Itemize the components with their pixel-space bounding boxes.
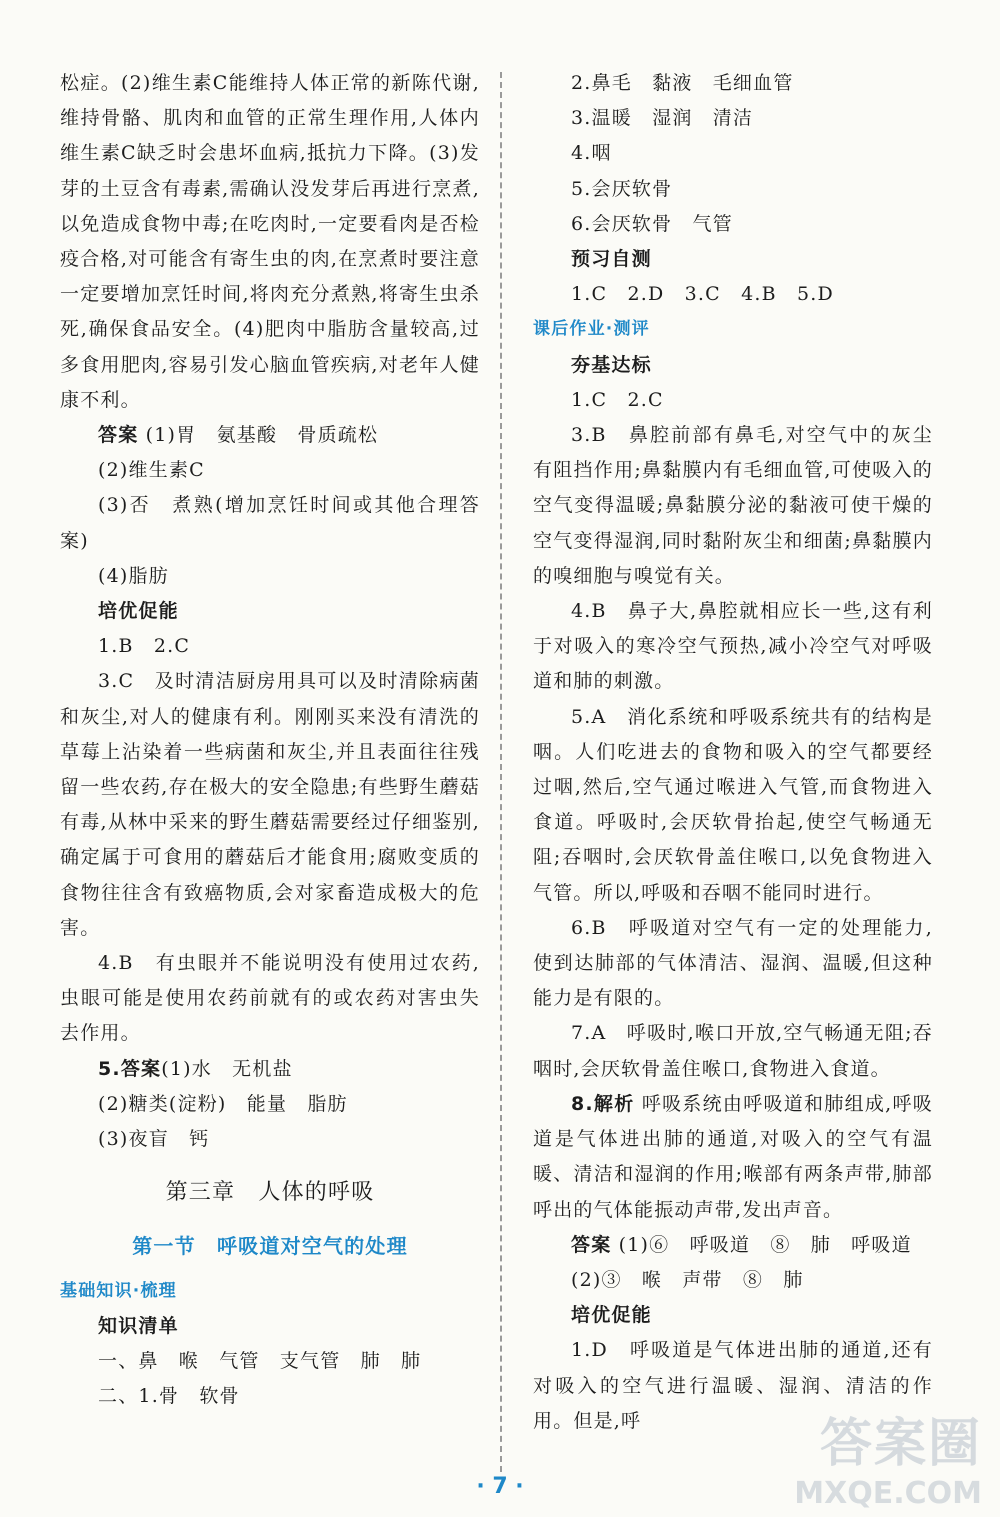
watermark-line-1: 答案圈 [819, 1414, 982, 1474]
answer-label-5: 5.答案 [98, 1057, 162, 1080]
answer-line-3: (3)否 煮熟(增加烹饪时间或其他合理答案) [60, 494, 480, 552]
section-label-jichu: 基础知识·梳理 [60, 1280, 177, 1301]
peiyou-answer-5b: (2)糖类(淀粉) 能量 脂肪 [98, 1092, 348, 1115]
right-line-4: 5.会厌软骨 [571, 177, 673, 200]
watermark-line-2: MXQE.COM [794, 1476, 982, 1511]
answer-5a: (1)水 无机盐 [161, 1057, 293, 1080]
answer-line-2: (2)维生素C [98, 459, 205, 482]
hangji-answer-4: 4.B 鼻子大,鼻腔就相应长一些,这有利于对吸入的寒冷空气预热,减小冷空气对呼吸道和肺的刺激。 [533, 600, 933, 693]
hangji-answer-3: 3.B 鼻腔前部有鼻毛,对空气中的灰尘有阻挡作用;鼻黏膜内有毛细血管,可使吸入的空气变得温暖;鼻黏膜分泌的黏液可使干燥的空气变得湿润,同时黏附灰尘和细菌;鼻黏膜内的嗅细胞与嗅觉有关。 [533, 424, 933, 587]
page-number: · 7 · [476, 1474, 524, 1499]
hangji-answer-8 [533, 1087, 933, 1228]
answer-line-4: (4)脂肪 [98, 564, 169, 587]
heading-hangji: 夯基达标 [571, 353, 652, 376]
right-line-5: 6.会厌软骨 气管 [571, 212, 733, 235]
heading-peiyou-2: 培优促能 [571, 1304, 652, 1327]
heading-peiyou: 培优促能 [98, 600, 179, 623]
answer-text: (1)胃 氨基酸 骨质疏松 [145, 424, 379, 447]
peiyou-answer-5 [60, 1052, 480, 1087]
jiexi-text: 呼吸系统由呼吸道和肺组成,呼吸道是气体进出肺的通道,对吸入的空气有温暖、清洁和湿润的作用;喉部有两条声带,肺部呼出的气体能振动声带,发出声音。 [533, 1092, 933, 1221]
heading-zhishi: 知识清单 [98, 1314, 179, 1337]
watermark-logo [794, 1401, 982, 1511]
chapter-title: 第三章 人体的呼吸 [165, 1180, 375, 1206]
answer-label: 答案 [98, 424, 139, 447]
section-title: 第一节 呼吸道对空气的处理 [132, 1233, 408, 1258]
left-column [60, 66, 480, 1415]
section-label-kehou: 课后作业·测评 [533, 319, 650, 340]
heading-yuxi: 预习自测 [571, 248, 652, 271]
jiexi-label: 8.解析 [571, 1092, 635, 1115]
answer-8-text: (1)⑥ 呼吸道 ⑧ 肺 呼吸道 [618, 1233, 912, 1256]
yuxi-answers: 1.C 2.D 3.C 4.B 5.D [571, 283, 834, 306]
answer-line-1 [60, 418, 480, 453]
right-line-1: 2.鼻毛 黏液 毛细血管 [571, 72, 794, 94]
zhishi-line-1: 一、鼻 喉 气管 支气管 肺 肺 [98, 1350, 422, 1373]
right-line-2: 3.温暖 湿润 清洁 [571, 107, 754, 130]
hangji-answers-1-2: 1.C 2.C [571, 388, 664, 411]
zhishi-line-2: 二、1.骨 软骨 [98, 1385, 240, 1408]
right-line-3: 4.咽 [571, 142, 612, 165]
peiyou-answer-4: 4.B 有虫眼并不能说明没有使用过农药,虫眼可能是使用农药前就有的或农药对害虫失去作用。 [60, 952, 480, 1045]
peiyou2-answer-1: 1.D 呼吸道是气体进出肺的通道,还有对吸入的空气进行温暖、湿润、清洁的作用。但是,呼 [533, 1339, 933, 1432]
hangji-answer-8-ans2: (2)③ 喉 声带 ⑧ 肺 [571, 1268, 804, 1291]
peiyou-answer-3: 3.C 及时清洁厨房用具可以及时清除病菌和灰尘,对人的健康有利。刚刚买来没有清洗的草莓上沾染着一些病菌和灰尘,并且表面往往残留一些农药,存在极大的安全隐患;有些野生蘑菇有毒,从林中采来的野生蘑菇需要经过仔细鉴别,确定属于可食用的蘑菇后才能食用;腐败变质的食物往往含有致癌物质,会对家畜造成极大的危害。 [60, 670, 480, 939]
hangji-answer-5: 5.A 消化系统和呼吸系统共有的结构是咽。人们吃进去的食物和吸入的空气都要经过咽,然后,空气通过喉进入气管,而食物进入食道。呼吸时,会厌软骨抬起,使空气畅通无阻;吞咽时,会厌软骨盖住喉口,以免食物进入气管。所以,呼吸和吞咽不能同时进行。 [533, 705, 933, 904]
peiyou-answer-5c: (3)夜盲 钙 [98, 1128, 210, 1151]
paragraph-continued: 松症。(2)维生素C能维持人体正常的新陈代谢,维持骨骼、肌肉和血管的正常生理作用,人体内维生素C缺乏时会患坏血病,抵抗力下降。(3)发芽的土豆含有毒素,需确认没发芽后再进行烹煮,以免造成食物中毒;在吃肉时,一定要看肉是否检疫合格,对可能含有寄生虫的肉,在烹煮时要注意一定要增加烹饪时间,将肉充分煮熟,将寄生虫杀死,确保食品安全。(4)肥肉中脂肪含量较高,过多食用肥肉,容易引发心脑血管疾病,对老年人健康不利。 [60, 72, 480, 411]
peiyou-answers-1-2: 1.B 2.C [98, 635, 191, 658]
right-column [533, 66, 933, 1439]
hangji-answer-7: 7.A 呼吸时,喉口开放,空气畅通无阻;吞咽时,会厌软骨盖住喉口,食物进入食道。 [533, 1022, 933, 1080]
hangji-answer-6: 6.B 呼吸道对空气有一定的处理能力,使到达肺部的气体清洁、湿润、温暖,但这种能力是有限的。 [533, 916, 933, 1010]
answer-label-8: 答案 [571, 1233, 612, 1256]
column-divider [500, 72, 502, 1472]
hangji-answer-8-ans1 [533, 1228, 933, 1263]
